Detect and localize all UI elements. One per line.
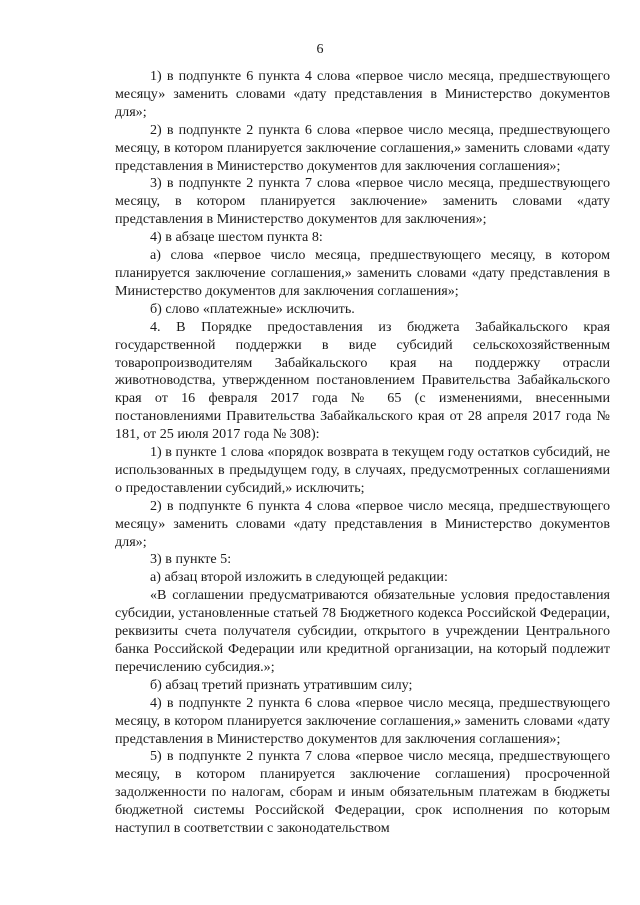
paragraph-15: 5) в подпункте 2 пункта 7 слова «первое число месяца, предшествующего месяцу, в котором планируется заключение соглашения) просроченной задолженности по налогам, сборам и иным обязательным платежам в бюджеты бюджетной системы Российской Федерации, срок исполнения по которым наступил в соответствии с законодательством — [115, 748, 610, 837]
paragraph-3: 3) в подпункте 2 пункта 7 слова «первое число месяца, предшествующего месяцу, в котором планируется заключение» заменить словами «дату представления в Министерство документов для заключения»; — [115, 175, 610, 228]
paragraph-4: 4) в абзаце шестом пункта 8: — [150, 229, 323, 246]
paragraph-1: 1) в подпункте 6 пункта 4 слова «первое число месяца, предшествующего месяцу» заменить словами «дату представления в Министерство документов для»; — [115, 68, 610, 120]
paragraph-11: а) абзац второй изложить в следующей редакции: — [150, 569, 448, 586]
paragraph-6: б) слово «платежные» исключить. — [150, 300, 355, 317]
paragraph-5: а) слова «первое число месяца, предшествующего месяцу, в котором планируется заключение соглашения,» заменить словами «дату представления в Министерство документов для заключения соглашения»; — [115, 247, 610, 299]
paragraph-8: 1) в пункте 1 слова «порядок возврата в текущем году остатков субсидий, не использованных в предыдущем году, в случаях, предусмотренных соглашениями о предоставлении субсидий,» исключить; — [115, 444, 610, 496]
paragraph-10: 3) в пункте 5: — [150, 551, 232, 568]
paragraph-14: 4) в подпункте 2 пункта 6 слова «первое число месяца, предшествующего месяцу, в котором планируется заключение соглашения,» заменить словами «дату представления в Министерство документов для заключения соглашения»; — [115, 694, 610, 747]
paragraph-2: 2) в подпункте 2 пункта 6 слова «первое число месяца, предшествующего месяцу, в котором планируется заключение соглашения,» заменить словами «дату представления в Министерство документов для заключения соглашения»; — [115, 121, 610, 174]
document-body — [115, 68, 610, 838]
paragraph-13: б) абзац третий признать утратившим силу; — [150, 676, 413, 693]
paragraph-12: «В соглашении предусматриваются обязательные условия предоставления субсидии, установленные статьей 78 Бюджетного кодекса Российской Федерации, реквизиты счета получателя субсидии, открытого в учреждении Центрального банка Российской Федерации или кредитной организации, на который подлежит перечислению субсидия.»; — [115, 587, 610, 675]
paragraph-9: 2) в подпункте 6 пункта 4 слова «первое число месяца, предшествующего месяцу» заменить словами «дату представления в Министерство документов для»; — [115, 497, 610, 550]
page-number: 6 — [316, 42, 324, 57]
paragraph-7: 4. В Порядке предоставления из бюджета Забайкальского края государственной поддержки в виде субсидий сельскохозяйственным товаропроизводителям Забайкальского края на поддержку отрасли животноводства, утвержденном постановлением Правительства Забайкальского края от 16 февраля 2017 года № 65 (с изменениями, внесенными постановлениями Правительства Забайкальского края от 28 апреля 2017 года № 181, от 25 июля 2017 года № 308): — [115, 318, 610, 443]
